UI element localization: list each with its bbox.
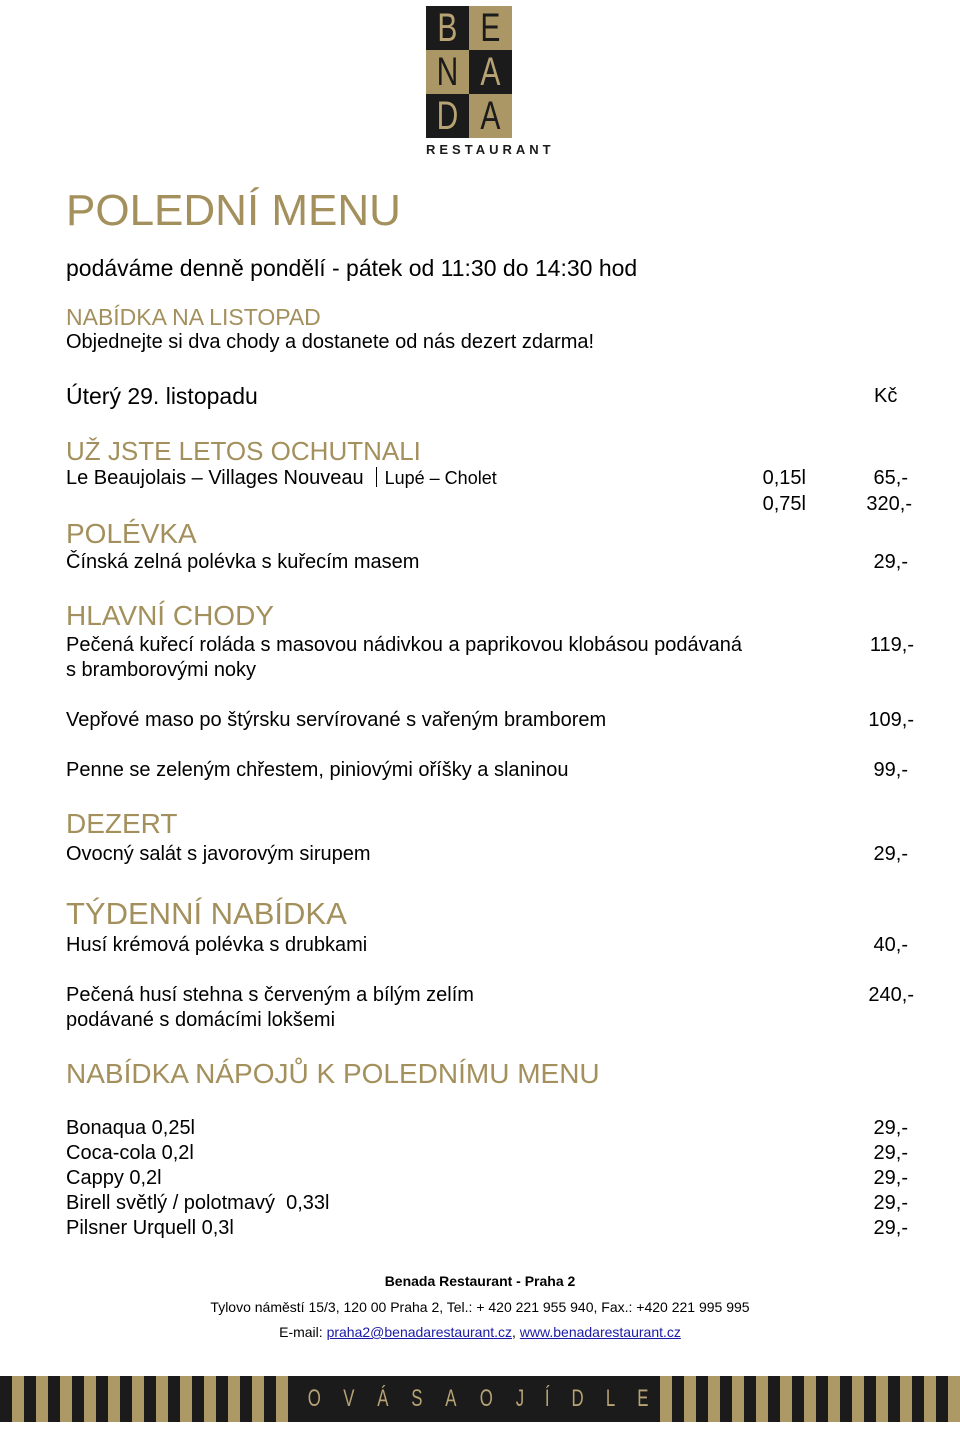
weekly-item-price: 40,-	[873, 934, 908, 956]
menu-date: Úterý 29. listopadu	[66, 383, 258, 409]
wine-volume: 0,75l	[762, 493, 806, 515]
offer-title: NABÍDKA NA LISTOPAD	[66, 304, 321, 330]
wine-item	[66, 467, 497, 490]
slogan-letter: J	[515, 1385, 529, 1412]
weekly-item-line1: Husí krémová polévka s drubkami	[66, 934, 368, 956]
slogan-letter: Á	[377, 1385, 393, 1412]
logo-cell: A	[469, 94, 512, 138]
email-label: E-mail:	[279, 1324, 327, 1340]
drink-item-name: Cappy 0,2l	[66, 1167, 162, 1189]
slogan-letter: O	[480, 1385, 498, 1412]
main-item-price: 119,-	[869, 634, 914, 656]
slogan-letter: Í	[544, 1385, 554, 1412]
footer-restaurant-name: Benada Restaurant - Praha 2	[384, 1273, 576, 1289]
email-link[interactable]: praha2@benadarestaurant.cz	[326, 1324, 513, 1340]
divider	[376, 467, 377, 487]
weekly-item-line2: podávané s domácími lokšemi	[66, 1009, 336, 1031]
currency-label: Kč	[874, 385, 898, 407]
logo-letter-grid	[426, 6, 512, 138]
slogan-letter: V	[343, 1385, 359, 1412]
logo-cell: E	[469, 6, 512, 50]
main-item-line2: s bramborovými noky	[66, 659, 257, 681]
wine-name: Le Beaujolais – Villages Nouveau	[66, 467, 364, 489]
dessert-item-name: Ovocný salát s javorovým sirupem	[66, 843, 371, 865]
drink-item-price: 29,-	[873, 1167, 908, 1189]
main-item-line1: Penne se zeleným chřestem, piniovými oříšky a slaninou	[66, 759, 569, 781]
slogan-letter: L	[605, 1385, 620, 1412]
wine-producer: Lupé – Cholet	[384, 468, 497, 488]
drink-item-name: Bonaqua 0,25l	[66, 1117, 196, 1139]
drink-item-name: Pilsner Urquell 0,3l	[66, 1217, 234, 1239]
weekly-section-title: TÝDENNÍ NABÍDKA	[66, 896, 347, 931]
drink-item-name: Coca-cola 0,2l	[66, 1142, 194, 1164]
drink-item-name: Birell světlý / polotmavý 0,33l	[66, 1192, 330, 1214]
separator-comma: ,	[512, 1324, 520, 1340]
serving-hours: podáváme denně pondělí - pátek od 11:30 do 14:30 hod	[66, 255, 638, 281]
dessert-section-title: DEZERT	[66, 808, 178, 839]
slogan-letter: E	[637, 1385, 654, 1412]
footer-contact	[0, 1324, 960, 1340]
soup-item-name: Čínská zelná polévka s kuřecím masem	[66, 551, 420, 573]
main-item-line1: Pečená kuřecí roláda s masovou nádivkou a paprikovou klobásou podávaná	[66, 634, 742, 656]
soup-item-price: 29,-	[873, 551, 908, 573]
drink-item-price: 29,-	[873, 1217, 908, 1239]
slogan-letter: D	[571, 1385, 588, 1412]
drink-item-price: 29,-	[873, 1192, 908, 1214]
logo-cell: D	[426, 94, 469, 138]
logo-cell: N	[426, 50, 469, 94]
logo-cell: A	[469, 50, 512, 94]
main-item-line1: Vepřové maso po štýrsku servírované s vařeným bramborem	[66, 709, 607, 731]
logo-subtitle: RESTAURANT	[426, 142, 555, 157]
website-link[interactable]: www.benadarestaurant.cz	[519, 1324, 681, 1340]
drink-item-price: 29,-	[873, 1142, 908, 1164]
wine-price: 320,-	[866, 493, 912, 515]
main-item-price: 109,-	[868, 709, 914, 731]
menu-title: POLEDNÍ MENU	[66, 186, 401, 235]
restaurant-logo	[426, 6, 555, 157]
logo-cell: B	[426, 6, 469, 50]
mains-section-title: HLAVNÍ CHODY	[66, 600, 274, 631]
slogan-letter: O	[307, 1385, 325, 1412]
wine-section-title: UŽ JSTE LETOS OCHUTNALI	[66, 436, 421, 466]
weekly-item-line1: Pečená husí stehna s červeným a bílým zelím	[66, 984, 474, 1006]
slogan-letter: S	[411, 1385, 428, 1412]
wine-price: 65,-	[873, 467, 908, 489]
main-item-price: 99,-	[873, 759, 908, 781]
slogan-band	[300, 1376, 660, 1422]
dessert-item-price: 29,-	[873, 843, 908, 865]
wine-volume: 0,15l	[762, 467, 806, 489]
slogan-letter: A	[445, 1385, 462, 1412]
weekly-item-price: 240,-	[868, 984, 914, 1006]
drink-item-price: 29,-	[873, 1117, 908, 1139]
footer-address: Tylovo náměstí 15/3, 120 00 Praha 2, Tel.: + 420 221 955 940, Fax.: +420 221 995 995	[210, 1299, 750, 1315]
soup-section-title: POLÉVKA	[66, 518, 197, 549]
offer-text: Objednejte si dva chody a dostanete od nás dezert zdarma!	[66, 331, 595, 353]
drinks-section-title: NABÍDKA NÁPOJŮ K POLEDNÍMU MENU	[66, 1058, 600, 1089]
